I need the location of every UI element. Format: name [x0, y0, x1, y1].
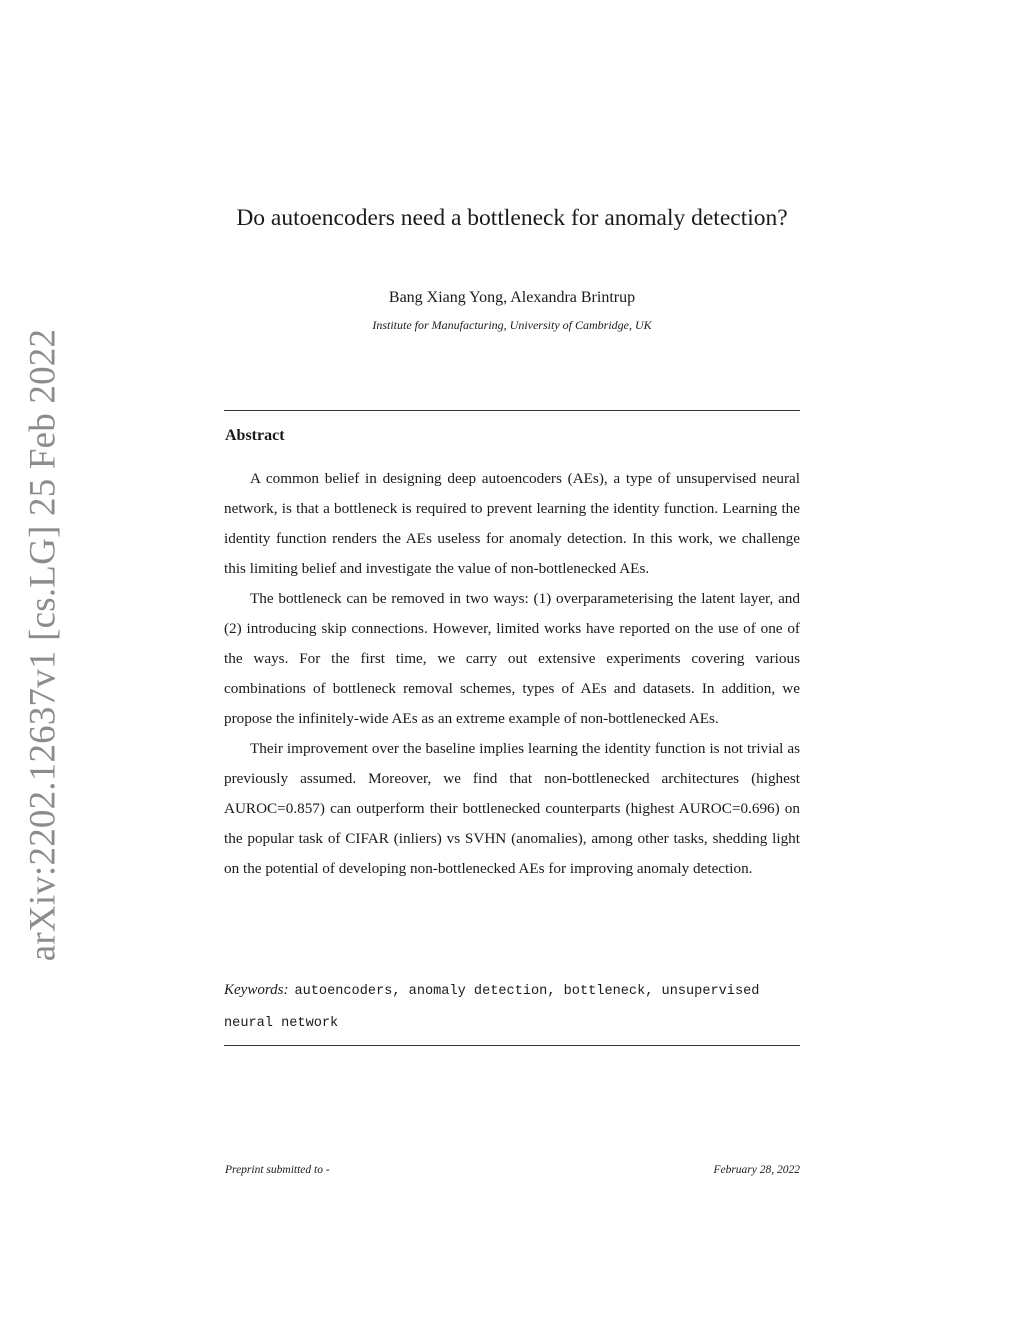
paper-title: Do autoencoders need a bottleneck for anomaly detection? [236, 205, 788, 231]
top-rule [224, 410, 800, 411]
bottom-rule [224, 1045, 800, 1046]
author-affiliation: Institute for Manufacturing, University of Cambridge, UK [372, 318, 652, 332]
abstract-paragraph-2: The bottleneck can be removed in two ways: (1) overparameterising the latent layer, and (2) introducing skip connections. However, limited works have reported on the use of one of the ways. For the first time, we carry out extensive experiments covering various combinations of bottleneck removal schemes, types of AEs and datasets. In addition, we propose the infinitely-wide AEs as an extreme example of non-bottlenecked AEs. [224, 590, 800, 727]
abstract-paragraph-3: Their improvement over the baseline implies learning the identity function is not trivial as previously assumed. Moreover, we find that non-bottlenecked architectures (highest AUROC=0.857) can outperform their bottlenecked counterparts (highest AUROC=0.696) on the popular task of CIFAR (inliers) vs SVHN (anomalies), among other tasks, shedding light on the potential of developing non-bottlenecked AEs for improving anomaly detection. [224, 740, 800, 877]
keywords-label: Keywords: [224, 982, 289, 998]
author-list: Bang Xiang Yong, Alexandra Brintrup [388, 289, 636, 306]
keywords-block [224, 975, 800, 1039]
abstract-heading: Abstract [225, 427, 285, 444]
keywords-text: autoencoders, anomaly detection, bottleneck, unsupervised neural network [224, 984, 760, 1031]
abstract-paragraph-1: A common belief in designing deep autoencoders (AEs), a type of unsupervised neural network, is that a bottleneck is required to prevent learning the identity function. Learning the identity function renders the AEs useless for anomaly detection. In this work, we challenge this limiting belief and investigate the value of non-bottlenecked AEs. [224, 470, 800, 577]
abstract-body [224, 464, 800, 884]
footer-preprint-note: Preprint submitted to - [225, 1164, 330, 1176]
footer-date: February 28, 2022 [713, 1164, 800, 1176]
arxiv-identifier-stamp: arXiv:2202.12637v1 [cs.LG] 25 Feb 2022 [22, 328, 64, 962]
